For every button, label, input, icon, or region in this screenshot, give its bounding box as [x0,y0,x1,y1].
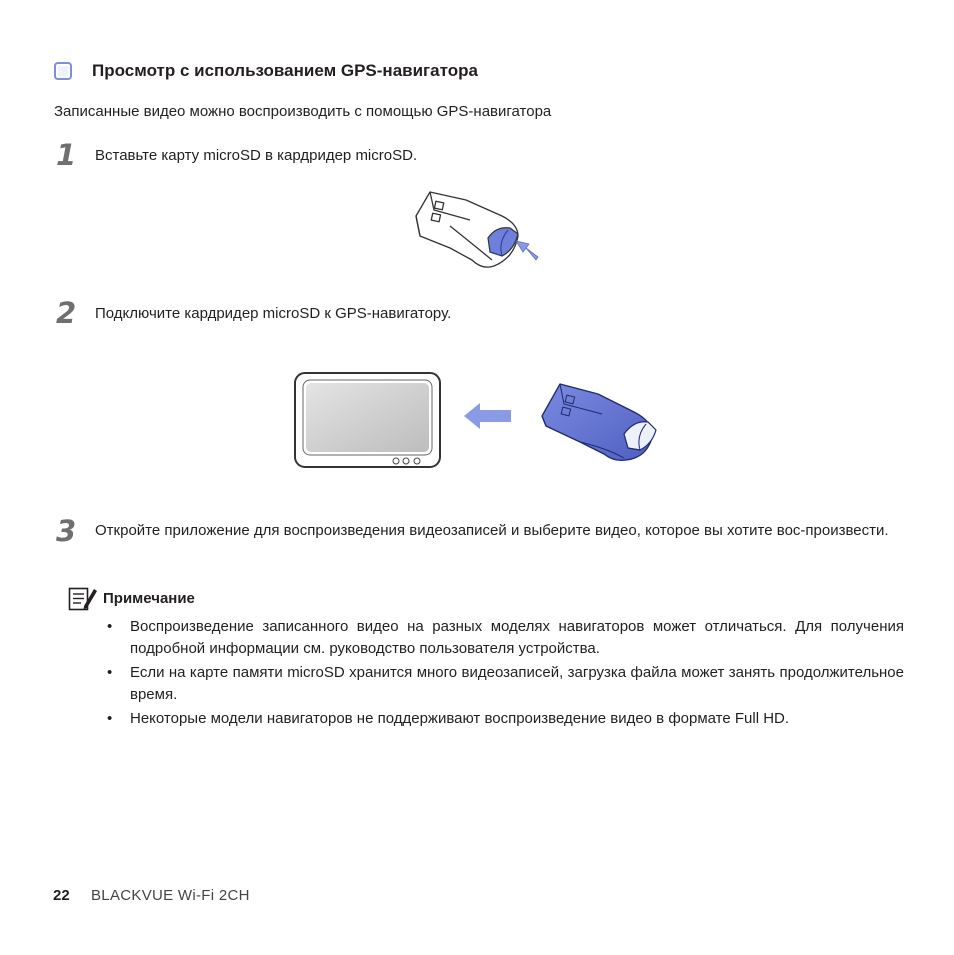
step-1-number: 1 [56,138,77,172]
card-reader-illustration [536,378,664,464]
bullet-icon: • [107,618,113,635]
note-list [107,616,904,732]
list-item [107,708,904,730]
step-3-text: Откройте приложение для воспроизведения видеозаписей и выберите видео, которое вы хотите вос-произвести. [95,522,889,539]
navigator-screen [306,383,429,452]
step-1-text: Вставьте карту microSD в кардридер microSD. [95,147,418,164]
note-title: Примечание [103,590,195,607]
step-2-text: Подключите кардридер microSD к GPS-навигатору. [95,305,452,322]
bullet-icon: • [107,664,113,681]
step-2-number: 2 [56,296,77,330]
left-arrow-icon [462,401,514,431]
list-item-text: Если на карте памяти microSD хранится много видеозаписей, загрузка файла может занять продолжительное время. [130,664,904,703]
list-item-text: Некоторые модели навигаторов не поддерживают воспроизведение видео в формате Full HD. [130,710,790,727]
page-number: 22 [53,887,70,904]
step-3-number: 3 [56,514,77,548]
insert-card-illustration [410,186,550,274]
gps-navigator-illustration [290,368,450,472]
list-item-text: Воспроизведение записанного видео на разных моделях навигаторов может отличаться. Для получения подробной информации см. руководство пользователя устройства. [130,618,904,657]
note-pencil-icon [68,586,98,612]
section-checkbox-icon [54,62,72,80]
list-item [107,616,904,660]
section-intro: Записанные видео можно воспроизводить с помощью GPS-навигатора [54,103,552,120]
section-title: Просмотр с использованием GPS-навигатора [92,61,478,80]
insert-arrow-icon [516,241,538,260]
bullet-icon: • [107,710,113,727]
product-name: BLACKVUE Wi-Fi 2CH [91,887,250,904]
list-item [107,662,904,706]
